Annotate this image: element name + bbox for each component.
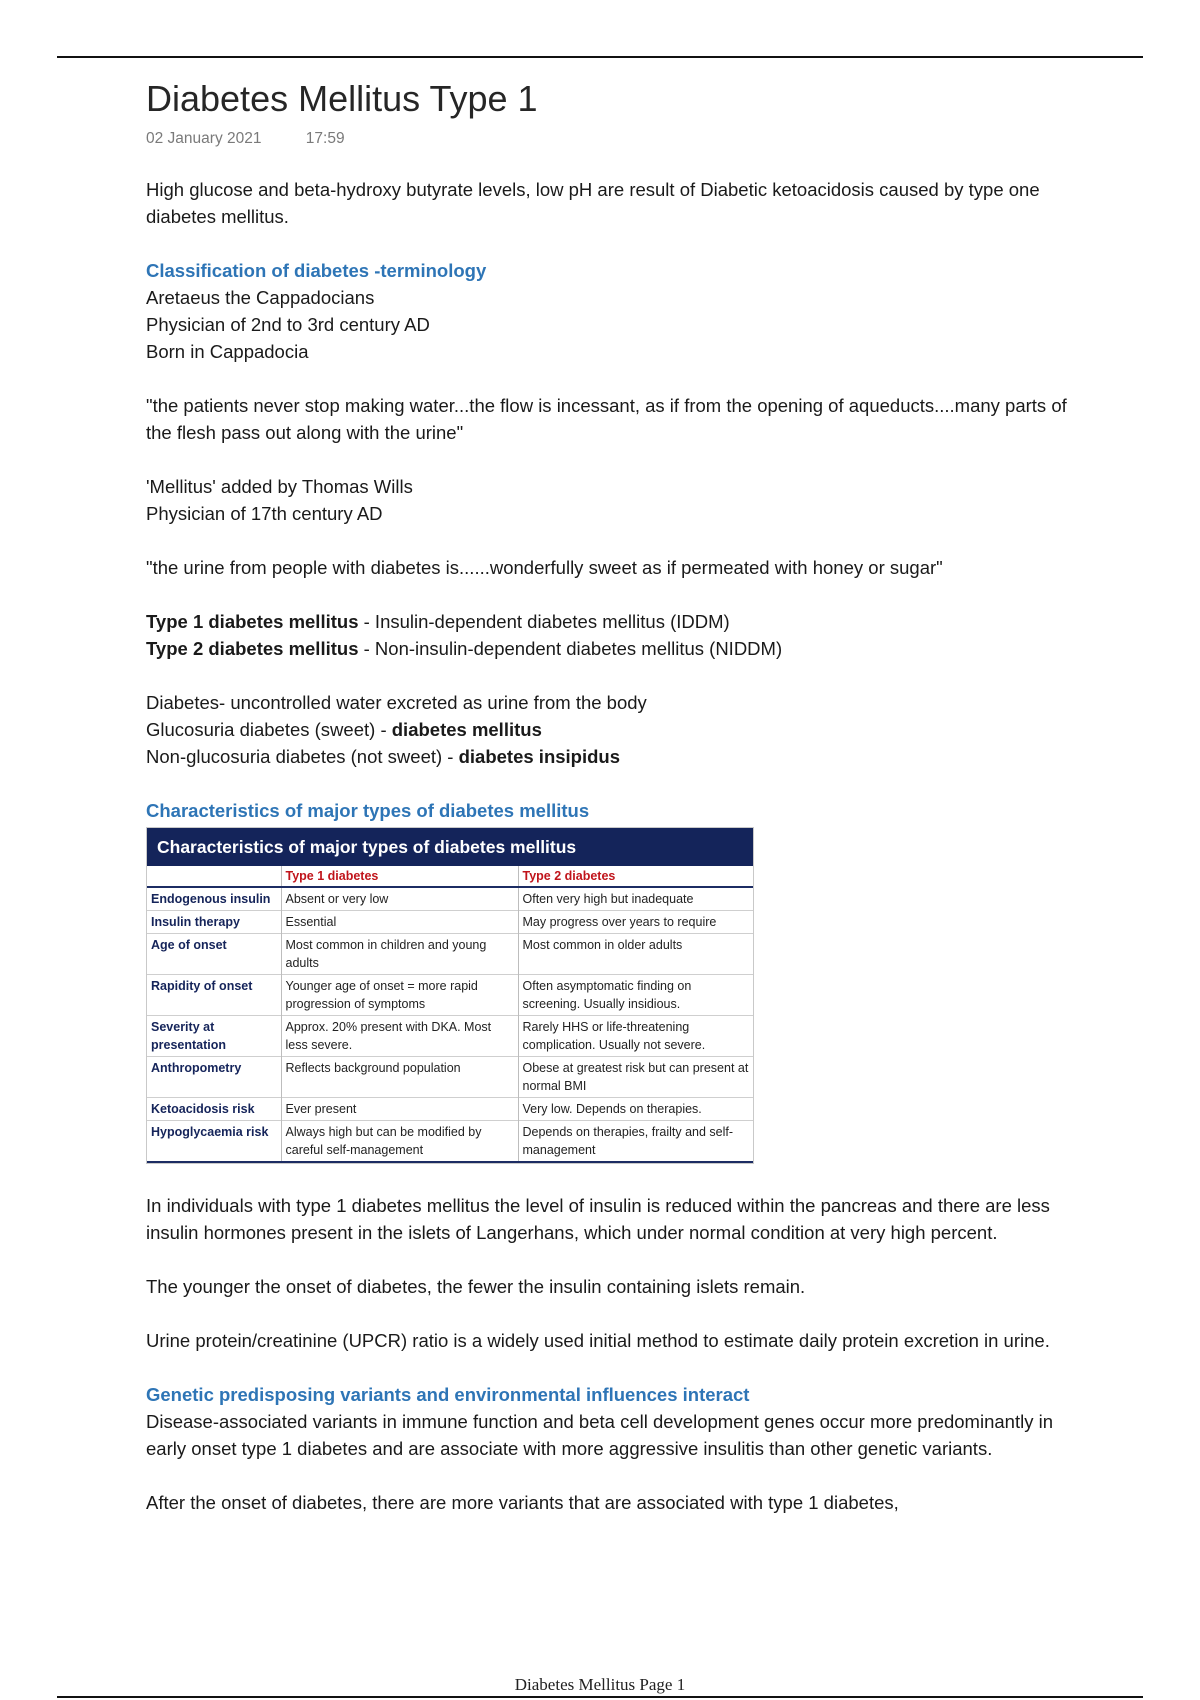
table-title: Characteristics of major types of diabetes mellitus xyxy=(147,828,753,866)
characteristics-table-image xyxy=(146,827,754,1164)
variants-paragraph: After the onset of diabetes, there are more variants that are associated with type 1 diabetes, xyxy=(146,1492,899,1513)
table-row xyxy=(147,975,753,1016)
row-label: Hypoglycaemia risk xyxy=(147,1121,281,1163)
table-cell: Absent or very low xyxy=(281,887,518,911)
insulin-paragraph: In individuals with type 1 diabetes mellitus the level of insulin is reduced within the pancreas and there are less insulin hormones present in the islets of Langerhans, which under normal condition at very high percent. xyxy=(146,1195,1050,1243)
row-label: Age of onset xyxy=(147,934,281,975)
type2-definition xyxy=(146,635,1076,662)
note-metadata xyxy=(146,130,1076,156)
table-row xyxy=(147,1098,753,1121)
table-cell: Most common in children and young adults xyxy=(281,934,518,975)
table-row xyxy=(147,1016,753,1057)
glucosuria-text: Glucosuria diabetes (sweet) - xyxy=(146,719,392,740)
row-label: Endogenous insulin xyxy=(147,887,281,911)
section-heading-characteristics: Characteristics of major types of diabetes mellitus xyxy=(146,800,590,821)
glucosuria-line xyxy=(146,716,1076,743)
page-footer: Diabetes Mellitus Page 1 xyxy=(514,1675,686,1694)
note-page xyxy=(146,74,1076,1516)
table-cell: Approx. 20% present with DKA. Most less severe. xyxy=(281,1016,518,1057)
table-cell: Ever present xyxy=(281,1098,518,1121)
table-row xyxy=(147,887,753,911)
table-row xyxy=(147,1057,753,1098)
table-cell: May progress over years to require xyxy=(518,911,753,934)
genetic-paragraph: Disease-associated variants in immune function and beta cell development genes occur more predominantly in early onset type 1 diabetes and are associate with more aggressive insulitis than other genetic variants. xyxy=(146,1411,1053,1459)
text-line: Physician of 17th century AD xyxy=(146,503,383,524)
table-header-cell xyxy=(147,866,281,887)
diabetes-definition: Diabetes- uncontrolled water excreted as urine from the body xyxy=(146,692,647,713)
table-cell: Rarely HHS or life-threatening complication. Usually not severe. xyxy=(518,1016,753,1057)
text-line: 'Mellitus' added by Thomas Wills xyxy=(146,476,413,497)
table-header-cell: Type 2 diabetes xyxy=(518,866,753,887)
quote-aretaeus: "the patients never stop making water...the flow is incessant, as if from the opening of aqueducts....many parts of the flesh pass out along with the urine" xyxy=(146,395,1067,443)
table-cell: Often very high but inadequate xyxy=(518,887,753,911)
row-label: Anthropometry xyxy=(147,1057,281,1098)
non-glucosuria-term: diabetes insipidus xyxy=(458,746,621,767)
upcr-paragraph: Urine protein/creatinine (UPCR) ratio is a widely used initial method to estimate daily protein excretion in urine. xyxy=(146,1330,1050,1351)
table-cell: Obese at greatest risk but can present at normal BMI xyxy=(518,1057,753,1098)
type2-term: Type 2 diabetes mellitus xyxy=(146,638,359,659)
row-label: Severity at presentation xyxy=(147,1016,281,1057)
type1-definition xyxy=(146,608,1076,635)
section-heading-classification: Classification of diabetes -terminology xyxy=(146,260,487,281)
row-label: Ketoacidosis risk xyxy=(147,1098,281,1121)
intro-paragraph: High glucose and beta-hydroxy butyrate levels, low pH are result of Diabetic ketoacidosis caused by type one diabetes mellitus. xyxy=(146,179,1040,227)
type1-desc: - Insulin-dependent diabetes mellitus (IDDM) xyxy=(358,611,730,632)
table-cell: Depends on therapies, frailty and self-management xyxy=(518,1121,753,1163)
top-rule xyxy=(57,56,1143,58)
quote-willis: "the urine from people with diabetes is......wonderfully sweet as if permeated with honey or sugar" xyxy=(146,557,943,578)
text-line: Born in Cappadocia xyxy=(146,341,309,362)
onset-paragraph: The younger the onset of diabetes, the fewer the insulin containing islets remain. xyxy=(146,1276,806,1297)
table-cell: Essential xyxy=(281,911,518,934)
table-header-row xyxy=(147,866,753,887)
non-glucosuria-line xyxy=(146,743,1076,770)
table-row xyxy=(147,934,753,975)
table-cell: Younger age of onset = more rapid progression of symptoms xyxy=(281,975,518,1016)
non-glucosuria-text: Non-glucosuria diabetes (not sweet) - xyxy=(146,746,459,767)
type2-desc: - Non-insulin-dependent diabetes mellitus (NIDDM) xyxy=(358,638,783,659)
glucosuria-term: diabetes mellitus xyxy=(391,719,542,740)
text-line: Aretaeus the Cappadocians xyxy=(146,287,375,308)
note-date: 02 January 2021 xyxy=(146,130,262,147)
row-label: Insulin therapy xyxy=(147,911,281,934)
table-row xyxy=(147,1121,753,1163)
note-time: 17:59 xyxy=(305,130,345,147)
table-row xyxy=(147,911,753,934)
bottom-rule xyxy=(57,1696,1143,1698)
characteristics-table xyxy=(147,866,753,1163)
table-header-cell: Type 1 diabetes xyxy=(281,866,518,887)
row-label: Rapidity of onset xyxy=(147,975,281,1016)
table-cell: Most common in older adults xyxy=(518,934,753,975)
table-cell: Often asymptomatic finding on screening. Usually insidious. xyxy=(518,975,753,1016)
page-title: Diabetes Mellitus Type 1 xyxy=(146,78,538,119)
text-line: Physician of 2nd to 3rd century AD xyxy=(146,314,430,335)
section-heading-genetic: Genetic predisposing variants and environmental influences interact xyxy=(146,1384,750,1405)
type1-term: Type 1 diabetes mellitus xyxy=(146,611,359,632)
table-cell: Reflects background population xyxy=(281,1057,518,1098)
table-cell: Always high but can be modified by careful self-management xyxy=(281,1121,518,1163)
table-cell: Very low. Depends on therapies. xyxy=(518,1098,753,1121)
